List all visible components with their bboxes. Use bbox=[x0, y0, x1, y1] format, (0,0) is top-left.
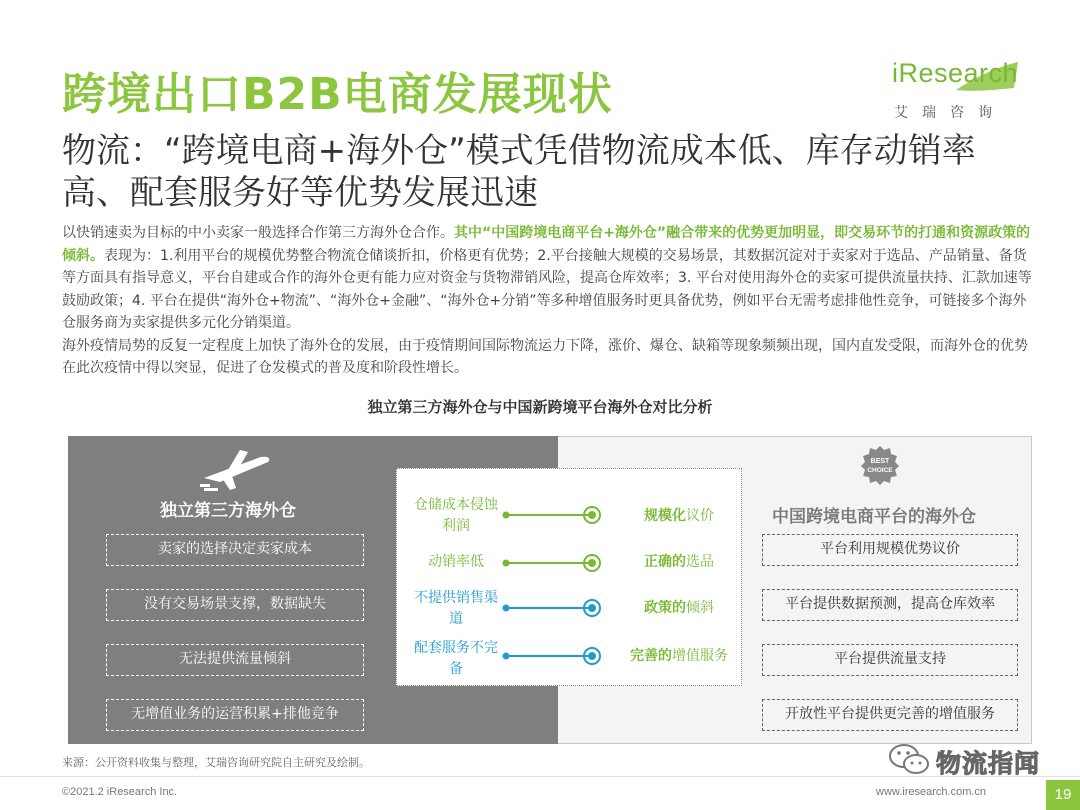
p1-detail: 表现为：1.利用平台的规模优势整合物流仓储谈折扣，价格更有优势；2.平台接触大规模的交易场景，其数据沉淀对于卖家对于选品、产品销量、备货等方面具有指导意义，平台自建或合作的海外仓更有能力应对资金与货物滞销风险，提高仓库效率；3. 平台对使用海外仓的卖家可提供流量扶持、汇款加速等鼓励政策；4. 平台在提供“海外仓+物流”、“海外仓+金融”、“海外仓+分销”等多种增值服务时更具备优势，例如平台无需考虑排他性竞争，可链接多个海外仓服务商为卖家提供多元化分销渠道。 bbox=[62, 247, 1032, 331]
comparison-title: 独立第三方海外仓与中国新跨境平台海外仓对比分析 bbox=[367, 398, 713, 416]
body-text bbox=[62, 222, 1040, 380]
connector-line-blue bbox=[500, 644, 604, 668]
right-label-bold: 完善的 bbox=[630, 648, 672, 664]
left-item: 没有交易场景支撑，数据缺失 bbox=[106, 589, 364, 621]
center-left-label: 动销率低 bbox=[428, 554, 484, 570]
right-label-bold: 政策的 bbox=[644, 600, 686, 616]
badge-text-2: CHOICE bbox=[867, 467, 893, 474]
connector-line-blue bbox=[500, 596, 604, 620]
right-item: 平台提供数据预测，提高仓库效率 bbox=[762, 589, 1018, 621]
badge-text-1: BEST bbox=[870, 458, 890, 465]
right-label-rest: 倾斜 bbox=[686, 600, 714, 616]
left-item: 无增值业务的运营积累+排他竞争 bbox=[106, 699, 364, 731]
logo-wordmark: iResearch bbox=[892, 58, 1019, 88]
subtitle: 物流：“跨境电商+海外仓”模式凭借物流成本低、库存动销率高、配套服务好等优势发展迅速 bbox=[62, 131, 976, 213]
right-item: 平台提供流量支持 bbox=[762, 644, 1018, 676]
center-right-label bbox=[614, 506, 744, 527]
left-item: 无法提供流量倾斜 bbox=[106, 644, 364, 676]
paragraph-2: 海外疫情局势的反复一定程度上加快了海外仓的发展，由于疫情期间国际物流运力下降，涨价、爆仓、缺箱等现象频频出现，国内直发受限，而海外仓的优势在此次疫情中得以突显，促进了仓发模式的普及度和阶段性增长。 bbox=[62, 337, 1028, 376]
left-heading: 独立第三方海外仓 bbox=[160, 501, 296, 521]
center-left-label: 不提供销售渠道 bbox=[414, 590, 498, 627]
page-title: 跨境出口B2B电商发展现状 bbox=[62, 69, 613, 120]
right-heading: 中国跨境电商平台的海外仓 bbox=[772, 507, 976, 527]
p1-intro: 以快销速卖为目标的中小卖家一般选择合作第三方海外仓合作。 bbox=[62, 225, 454, 241]
left-item: 卖家的选择决定卖家成本 bbox=[106, 534, 364, 566]
right-item: 平台利用规模优势议价 bbox=[762, 534, 1018, 566]
watermark-text: 物流指闻 bbox=[936, 749, 1041, 778]
right-label-bold: 规模化 bbox=[644, 508, 686, 524]
connector-line-green bbox=[500, 551, 604, 575]
p1-highlight: 其中“中国跨境电商平台+海外仓”融合带来的优势更加明显，即交易环节的打通和资源政策的倾斜。 bbox=[62, 225, 1031, 264]
website-url: www.iresearch.com.cn bbox=[876, 786, 987, 798]
connector-line-green bbox=[500, 503, 604, 527]
logo-chinese: 艾瑞咨询 bbox=[894, 105, 1006, 121]
paragraph-1 bbox=[62, 222, 1040, 335]
iresearch-logo bbox=[892, 58, 1032, 126]
center-right-label bbox=[614, 598, 744, 619]
right-label-rest: 选品 bbox=[686, 554, 714, 570]
right-label-rest: 增值服务 bbox=[672, 648, 728, 664]
page-number: 19 bbox=[1046, 780, 1080, 810]
center-right-label bbox=[614, 552, 744, 573]
copyright: ©2021.2 iResearch Inc. bbox=[62, 786, 178, 798]
wechat-icon bbox=[888, 742, 930, 778]
center-left-label: 仓储成本侵蚀利润 bbox=[414, 497, 498, 534]
source-note: 来源：公开资料收集与整理，艾瑞咨询研究院自主研究及绘制。 bbox=[62, 756, 370, 769]
best-choice-badge-icon bbox=[860, 445, 900, 485]
right-item: 开放性平台提供更完善的增值服务 bbox=[762, 699, 1018, 731]
airplane-icon bbox=[200, 448, 274, 492]
right-label-bold: 正确的 bbox=[644, 554, 686, 570]
center-left-label: 配套服务不完备 bbox=[414, 640, 498, 677]
right-label-rest: 议价 bbox=[686, 508, 714, 524]
center-right-label bbox=[614, 646, 744, 667]
